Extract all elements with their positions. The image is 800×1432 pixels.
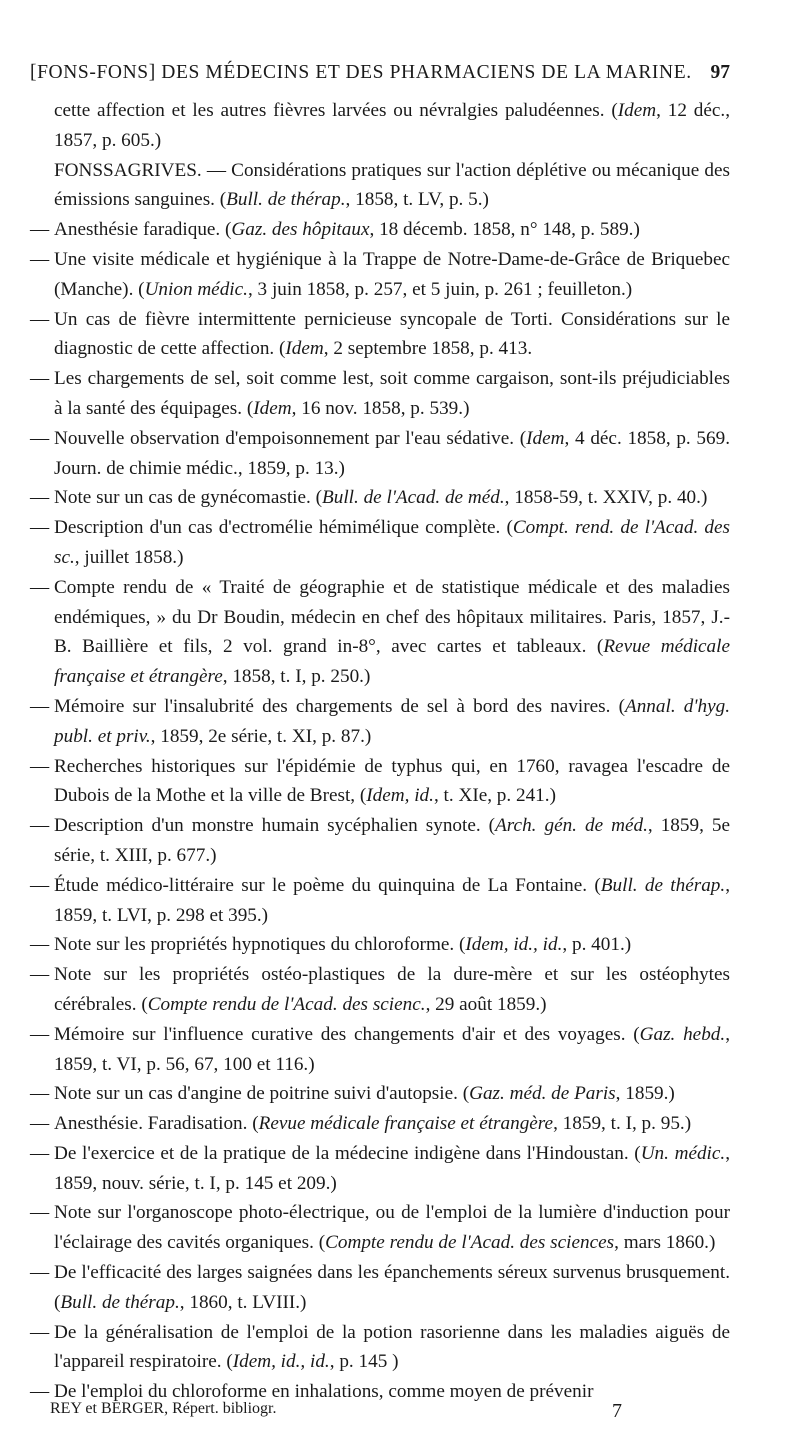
entry-dash: — xyxy=(30,874,50,896)
entry-source: Bull. de thérap. xyxy=(60,1291,180,1313)
bibliography-entry xyxy=(30,1198,730,1258)
entry-dash: — xyxy=(30,964,50,986)
entry-dash: — xyxy=(30,368,50,390)
entry-source: Bull. de thérap. xyxy=(226,189,346,211)
footer-publisher: REY et BERGER, Répert. bibliogr. xyxy=(50,1400,277,1417)
entry-text: Note sur un cas de gynécomastie. ( xyxy=(54,487,323,509)
entry-source: Bull. de l'Acad. de méd. xyxy=(322,487,505,509)
entry-citation: , 3 juin 1858, p. 257, et 5 juin, p. 261 ; feuilleton.) xyxy=(247,278,633,300)
bibliography-entry xyxy=(30,364,730,424)
running-header xyxy=(30,62,730,84)
entry-dash: — xyxy=(30,1262,50,1284)
entry-source: Arch. gén. de méd. xyxy=(495,815,648,837)
entry-text: Recherches historiques sur l'épidémie de typhus qui, en 1760, ravagea l'escadre de Dubois de la Mothe et la ville de Brest, ( xyxy=(54,755,730,807)
entry-source: Gaz. des hôpitaux xyxy=(231,219,370,241)
entry-citation: , 1858, t. I, p. 250.) xyxy=(222,666,371,688)
entry-dash: — xyxy=(30,1083,50,1105)
entry-dash: — xyxy=(30,1381,50,1403)
bibliography-entry xyxy=(30,215,730,245)
entry-text: FONSSAGRIVES. — Considérations pratiques sur l'action déplétive ou mécanique des émissions sanguines. ( xyxy=(54,159,730,211)
bibliography-entry xyxy=(30,960,730,1020)
entry-citation: , 1859, 5e série, t. XIII, p. 677.) xyxy=(54,815,730,866)
entry-source: Bull. de thérap. xyxy=(600,874,726,896)
entry-text: Compte rendu de « Traité de géographie et de statistique médicale et des maladies endémiques, » du Dr Boudin, médecin en chef des hôpitaux militaires. Paris, 1857, J.-B. Baillière et fils, 2 vol. grand in-8°, avec cartes et tableaux. ( xyxy=(54,576,730,658)
entry-text: De l'emploi du chloroforme en inhalations, comme moyen de prévenir xyxy=(54,1381,594,1403)
bibliography-entry xyxy=(30,424,730,484)
entry-text: Note sur l'organoscope photo-électrique, ou de l'emploi de la lumière d'induction pour l'éclairage des cavités organiques. ( xyxy=(54,1202,730,1254)
entry-dash: — xyxy=(30,695,50,717)
bibliography-entry xyxy=(30,1020,730,1080)
entry-citation: , 18 décemb. 1858, n° 148, p. 589.) xyxy=(369,219,640,241)
bibliography-entry xyxy=(30,871,730,931)
signature-mark: 7 xyxy=(612,1400,622,1422)
bibliography-entry xyxy=(30,156,730,216)
entry-citation: , 29 août 1859.) xyxy=(425,993,547,1015)
entry-dash: — xyxy=(30,1142,50,1164)
entry-citation: , juillet 1858.) xyxy=(74,546,184,568)
entry-text: De l'exercice et de la pratique de la médecine indigène dans l'Hindoustan. ( xyxy=(54,1142,641,1164)
entry-text: Étude médico-littéraire sur le poème du quinquina de La Fontaine. ( xyxy=(54,874,601,896)
bibliography-entry xyxy=(30,96,730,156)
bibliography-entry xyxy=(30,752,730,812)
entry-dash: — xyxy=(30,248,50,270)
bibliography-entry xyxy=(30,1079,730,1109)
entry-citation: , t. XIe, p. 241.) xyxy=(433,785,556,807)
bibliography-entry xyxy=(30,305,730,365)
entry-text: Description d'un cas d'ectromélie hémimélique complète. ( xyxy=(54,517,513,539)
entry-source: Idem xyxy=(285,338,324,360)
entry-text: De l'efficacité des larges saignées dans les épanchements séreux survenus brusquement. ( xyxy=(54,1262,730,1313)
page-number: 97 xyxy=(710,62,730,83)
bibliography-entry xyxy=(30,245,730,305)
entry-citation: , 16 nov. 1858, p. 539.) xyxy=(291,397,470,419)
entry-citation: , 1859.) xyxy=(615,1083,675,1105)
entry-citation: , p. 401.) xyxy=(562,934,632,956)
entry-text: Note sur les propriétés hypnotiques du chloroforme. ( xyxy=(54,934,466,956)
entry-text: Anesthésie faradique. ( xyxy=(54,219,232,241)
entry-text: Mémoire sur l'influence curative des changements d'air et des voyages. ( xyxy=(54,1023,640,1045)
entry-source: Idem, id., id. xyxy=(232,1351,330,1373)
entry-source: Idem xyxy=(617,100,657,121)
entry-source: Idem xyxy=(526,427,565,449)
entry-text: cette affection et les autres fièvres larvées ou névralgies paludéennes. ( xyxy=(54,100,618,121)
bibliography-entries xyxy=(30,96,730,1407)
entry-source: Un. médic. xyxy=(640,1142,726,1164)
entry-text: Nouvelle observation d'empoisonnement par l'eau sédative. ( xyxy=(54,427,527,449)
entry-citation: , 1859, t. VI, p. 56, 67, 100 et 116.) xyxy=(54,1023,730,1075)
entry-source: Compt. rend. de l'Acad. des sc. xyxy=(54,517,730,568)
entry-dash: — xyxy=(30,219,50,241)
bibliography-entry xyxy=(30,513,730,573)
entry-source: Idem, id., id. xyxy=(465,934,563,956)
entry-text: Anesthésie. Faradisation. ( xyxy=(54,1113,259,1135)
entry-citation: , 1858-59, t. XXIV, p. 40.) xyxy=(504,487,708,509)
entry-citation: , 1858, t. LV, p. 5.) xyxy=(345,189,489,211)
entry-dash: — xyxy=(30,576,50,598)
entry-text: De la généralisation de l'emploi de la potion rasorienne dans les maladies aiguës de l'appareil respiratoire. ( xyxy=(54,1321,730,1373)
bibliography-entry xyxy=(30,1318,730,1378)
bibliography-entry xyxy=(30,1109,730,1139)
entry-source: Gaz. hebd. xyxy=(639,1023,726,1045)
bibliography-entry xyxy=(30,1139,730,1199)
entry-dash: — xyxy=(30,308,50,330)
entry-text: Note sur les propriétés ostéo-plastiques de la dure-mère et sur les ostéophytes cérébrales. ( xyxy=(54,964,730,1015)
entry-source: Gaz. méd. de Paris xyxy=(469,1083,616,1105)
entry-source: Annal. d'hyg. publ. et priv. xyxy=(54,695,730,747)
entry-text: Note sur un cas d'angine de poitrine suivi d'autopsie. ( xyxy=(54,1083,470,1105)
bibliography-entry xyxy=(30,483,730,513)
bibliography-entry xyxy=(30,692,730,752)
entry-citation: , 1860, t. LVIII.) xyxy=(179,1291,307,1313)
bibliography-entry xyxy=(30,930,730,960)
entry-citation: , 1859, t. I, p. 95.) xyxy=(553,1113,692,1135)
entry-citation: , 12 déc., 1857, p. 605.) xyxy=(54,100,730,151)
entry-source: Idem, id. xyxy=(366,785,434,807)
entry-dash: — xyxy=(30,755,50,777)
entry-source: Revue médicale française et étrangère xyxy=(54,636,730,688)
entry-text: Description d'un monstre humain sycéphalien synote. ( xyxy=(54,815,496,837)
bibliography-entry xyxy=(30,573,730,692)
entry-citation: , 1859, t. LVI, p. 298 et 395.) xyxy=(54,874,730,926)
entry-source: Revue médicale française et étrangère xyxy=(258,1113,554,1135)
entry-dash: — xyxy=(30,815,50,837)
entry-dash: — xyxy=(30,1023,50,1045)
entry-citation: , 1859, 2e série, t. XI, p. 87.) xyxy=(150,725,372,747)
entry-text: Un cas de fièvre intermittente pernicieuse syncopale de Torti. Considérations sur le diagnostic de cette affection. ( xyxy=(54,308,730,360)
entry-citation: , 2 septembre 1858, p. 413. xyxy=(323,338,533,360)
entry-dash: — xyxy=(30,427,50,449)
entry-source: Compte rendu de l'Acad. des scienc. xyxy=(147,993,426,1015)
entry-citation: , 4 déc. 1858, p. 569. Journ. de chimie médic., 1859, p. 13.) xyxy=(54,427,730,479)
entry-dash: — xyxy=(30,487,50,509)
entry-source: Compte rendu de l'Acad. des sciences xyxy=(325,1232,615,1254)
bibliography-entry xyxy=(30,811,730,871)
entry-dash: — xyxy=(30,934,50,956)
entry-text: Les chargements de sel, soit comme lest, soit comme cargaison, sont-ils préjudiciables à la santé des équipages. ( xyxy=(54,368,730,419)
running-title: [FONS-FONS] DES MÉDECINS ET DES PHARMACIENS DE LA MARINE. xyxy=(30,62,692,83)
entry-dash: — xyxy=(30,1321,50,1343)
entry-citation: , p. 145 ) xyxy=(329,1351,399,1373)
entry-dash: — xyxy=(30,1202,50,1224)
entry-citation: , 1859, nouv. série, t. I, p. 145 et 209.) xyxy=(54,1142,730,1194)
entry-text: Une visite médicale et hygiénique à la Trappe de Notre-Dame-de-Grâce de Briquebec (Manche). ( xyxy=(54,248,730,300)
entry-source: Union médic. xyxy=(144,278,248,300)
entry-dash: — xyxy=(30,1113,50,1135)
bibliography-entry xyxy=(30,1258,730,1318)
entry-text: Mémoire sur l'insalubrité des chargements de sel à bord des navires. ( xyxy=(54,695,625,717)
page-footer xyxy=(50,1400,622,1423)
entry-citation: , mars 1860.) xyxy=(614,1232,716,1254)
entry-source: Idem xyxy=(253,397,292,419)
entry-dash: — xyxy=(30,517,50,539)
